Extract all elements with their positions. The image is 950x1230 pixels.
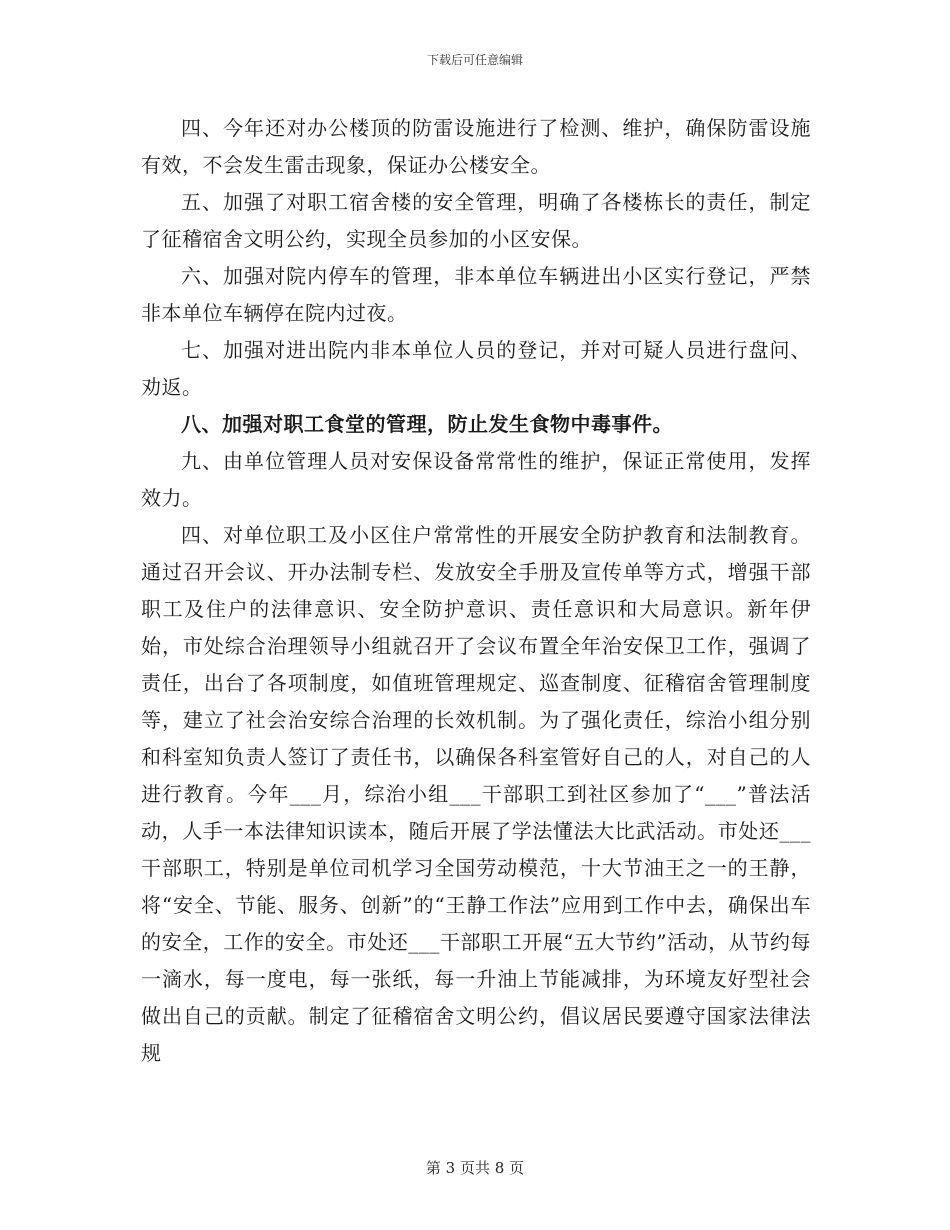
paragraph-7: 四、对单位职工及小区住户常常性的开展安全防护教育和法制教育。通过召开会议、开办法制专栏、发放安全手册及宣传单等方式，增强干部职工及住户的法律意识、安全防护意识、责任意识和大局意识。新年伊始，市处综合治理领导小组就召开了会议布置全年治安保卫工作，强调了责任，出台了各项制度，如值班管理规定、巡查制度、征稽宿舍管理制度等，建立了社会治安综合治理的长效机制。为了强化责任，综治小组分别和科室知负责人签订了责任书，以确保各科室管好自己的人，对自己的人进行教育。今年___月，综治小组___干部职工到社区参加了“___”普法活动，人手一本法律知识读本，随后开展了学法懂法大比武活动。市处还___干部职工，特别是单位司机学习全国劳动模范，十大节油王之一的王静，将“安全、节能、服务、创新”的“王静工作法”应用到工作中去，确保出车的安全，工作的安全。市处还___干部职工开展“五大节约”活动，从节约每一滴水，每一度电，每一张纸，每一升油上节能减排，为环境友好型社会做出自己的贡献。制定了征稽宿舍文明公约，倡议居民要遵守国家法律法规 (141, 523, 811, 1065)
paragraph-3: 六、加强对院内停车的管理，非本单位车辆进出小区实行登记，严禁非本单位车辆停在院内过夜。 (141, 264, 811, 325)
paragraph-1: 四、今年还对办公楼顶的防雷设施进行了检测、维护，确保防雷设施有效，不会发生雷击现象，保证办公楼安全。 (141, 116, 811, 177)
paragraph-5-bold: 八、加强对职工食堂的管理，防止发生食物中毒事件。 (181, 412, 673, 436)
paragraph-4: 七、加强对进出院内非本单位人员的登记，并对可疑人员进行盘问、劝返。 (141, 338, 811, 399)
page-header-note: 下载后可任意编辑 (426, 53, 523, 67)
paragraph-6: 九、由单位管理人员对安保设备常常性的维护，保证正常使用，发挥效力。 (141, 449, 811, 510)
page-number-footer: 第 3 页共 8 页 (425, 1159, 525, 1177)
document-body (141, 110, 811, 1072)
paragraph-2: 五、加强了对职工宿舍楼的安全管理，明确了各楼栋长的责任，制定了征稽宿舍文明公约，实现全员参加的小区安保。 (141, 190, 811, 251)
